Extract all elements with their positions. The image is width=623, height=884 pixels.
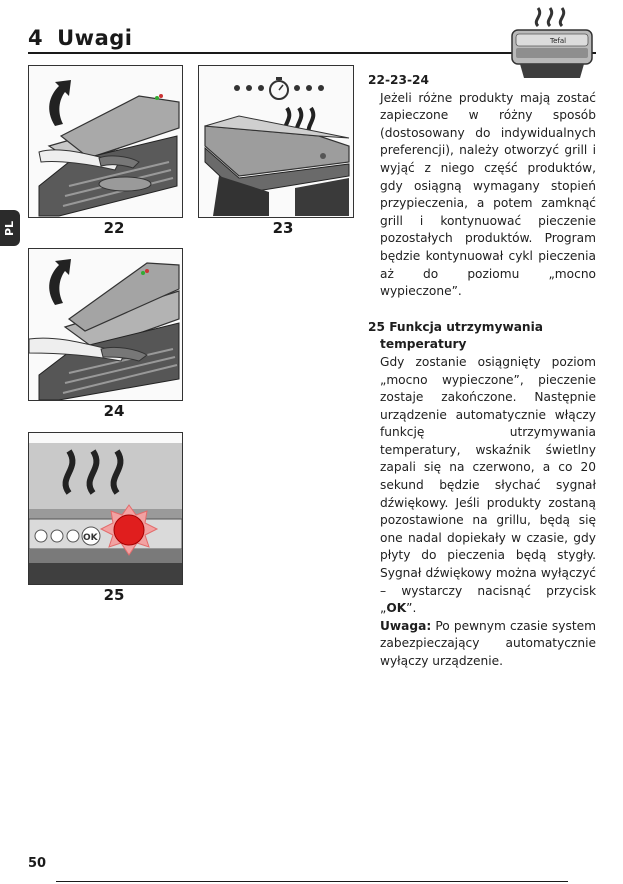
grill-thumbnail-icon (508, 4, 596, 82)
figure-23-caption: 23 (272, 219, 294, 237)
ok-button-reference: OK (386, 601, 407, 616)
heading-keep-warm: 25 Funkcja utrzymywania (368, 319, 544, 334)
note-paragraph: Uwaga: Po pewnym czasie system zabezpieczający automatycznie wyłączy urządzenie. (380, 618, 596, 668)
note-label: Uwaga: (380, 618, 432, 633)
paragraph-multiple-products: Jeżeli różne produkty mają zostać zapieczone w różny sposób (dostosowany do indywidualnych preferencji), należy otworzyć grill i wyjąć z niego część produktów, gdy osiągną wymagany stopień przypieczenia, a potem zamknąć grill i kontynuować pieczenie pozostałych produktów. Program będzie kontynuował cykl pieczenia aż do poziomu „mocno wypieczone”. (380, 90, 596, 299)
page-number: 50 (28, 856, 47, 871)
figure-22 (28, 65, 183, 218)
footer-rule (56, 881, 568, 882)
figure-22-caption: 22 (103, 219, 125, 237)
section-title-text: Uwagi (57, 26, 133, 50)
figure-23 (198, 65, 354, 218)
heading-keep-warm-line2: temperatury (380, 337, 467, 352)
red-indicator-light-icon (114, 515, 144, 545)
figure-24-caption: 24 (103, 402, 125, 420)
ok-button-label: OK (83, 533, 98, 543)
grill-open-remove-food-illustration (29, 66, 182, 217)
heading-22-23-24: 22-23-24 (368, 73, 429, 87)
grill-open-remove-food-illustration-2 (29, 249, 182, 400)
title-rule (28, 52, 516, 54)
keep-warm-indicator-illustration (29, 433, 182, 584)
figure-25 (28, 432, 183, 585)
figure-25-caption: 25 (103, 586, 125, 604)
grill-closed-continue-cooking-illustration (199, 66, 353, 217)
language-tab: PL (0, 210, 20, 246)
section-title (28, 26, 132, 50)
grill-brand-label: Tefal (550, 37, 567, 45)
figure-24 (28, 248, 183, 401)
paragraph-keep-warm: Gdy zostanie osiągnięty poziom „mocno wypieczone”, pieczenie zostaje zakończone. Następnie urządzenie automatycznie włączy funkcję utrzymywania temperatury, wskaźnik świetlny zapali się na czerwono, a co 20 sekund będzie słychać sygnał dźwiękowy. Jeśli produkty zostaną pozostawione na grillu, będą się one nadal dopiekały w czasie, gdy płyty do pieczenia będą stygły. Sygnał dźwiękowy można wyłączyć – wystarczy nacisnąć przycisk „OK”. (380, 354, 596, 616)
section-number: 4 (28, 26, 44, 50)
instructions-text (368, 72, 596, 671)
